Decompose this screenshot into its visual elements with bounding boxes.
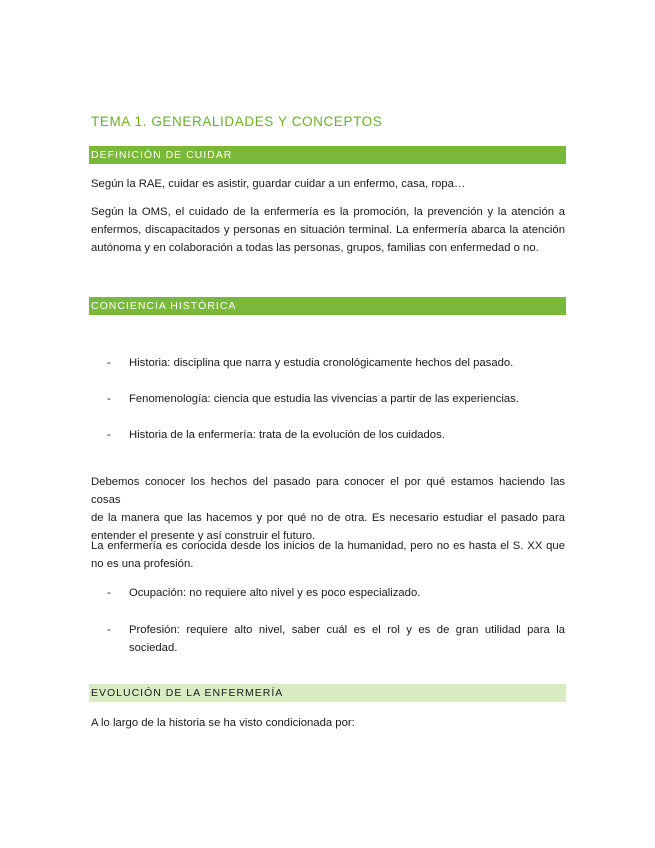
paragraph-line: A lo largo de la historia se ha visto condicionada por: xyxy=(91,717,355,729)
list-item-line: Fenomenología: ciencia que estudia las vivencias a partir de las experiencias. xyxy=(129,393,519,405)
bullet-dash: - xyxy=(107,393,111,405)
paragraph-rae xyxy=(91,175,565,193)
list-item-line: Historia: disciplina que narra y estudia cronológicamente hechos del pasado. xyxy=(129,357,514,369)
paragraph-line: autónoma y en colaboración a todas las personas, grupos, familias con enfermedad o no. xyxy=(91,242,539,254)
paragraph-line: Según la OMS, el cuidado de la enfermería es la promoción, la prevención y la atención a xyxy=(91,206,565,218)
list-item-text xyxy=(129,426,565,444)
list-item-line: Ocupación: no requiere alto nivel y es poco especializado. xyxy=(129,587,421,599)
paragraph-profesion xyxy=(91,537,565,573)
paragraph-evolucion xyxy=(91,714,565,732)
section-heading-evolucion: EVOLUCIÓN DE LA ENFERMERÍA xyxy=(89,684,566,702)
paragraph-line: Debemos conocer los hechos del pasado para conocer el por qué estamos haciendo las cosas xyxy=(91,476,565,506)
list-item-text xyxy=(129,390,565,408)
bullet-dash: - xyxy=(107,429,111,441)
page-title: TEMA 1. GENERALIDADES Y CONCEPTOS xyxy=(91,114,383,129)
paragraph-oms xyxy=(91,203,565,257)
paragraph-line: entender el presente y así construir el futuro. xyxy=(91,530,316,542)
list-item-text xyxy=(129,354,565,372)
paragraph-line: no es una profesión. xyxy=(91,558,194,570)
list-item-text xyxy=(129,621,565,657)
bullet-dash: - xyxy=(107,587,111,599)
section-heading-conciencia: CONCIENCIA HISTÓRICA xyxy=(89,297,566,315)
paragraph-hechos-pasado xyxy=(91,473,565,545)
bullet-dash: - xyxy=(107,357,111,369)
paragraph-line: La enfermería es conocida desde los inicios de la humanidad, pero no es hasta el S. XX que xyxy=(91,540,565,552)
paragraph-line: de la manera que las hacemos y por qué no de otra. Es necesario estudiar el pasado para xyxy=(91,512,565,524)
bullet-dash: - xyxy=(107,624,111,636)
list-item-line: Profesión: requiere alto nivel, saber cuál es el rol y es de gran utilidad para la xyxy=(129,624,565,636)
list-item-line: Historia de la enfermería: trata de la evolución de los cuidados. xyxy=(129,429,445,441)
paragraph-line: enfermos, discapacitados y personas en situación terminal. La enfermería abarca la atención xyxy=(91,224,565,236)
list-item-line: sociedad. xyxy=(129,642,178,654)
paragraph-line: Según la RAE, cuidar es asistir, guardar cuidar a un enfermo, casa, ropa… xyxy=(91,178,466,190)
list-item-text xyxy=(129,584,565,602)
section-heading-definicion: DEFINICIÓN DE CUIDAR xyxy=(89,146,566,164)
